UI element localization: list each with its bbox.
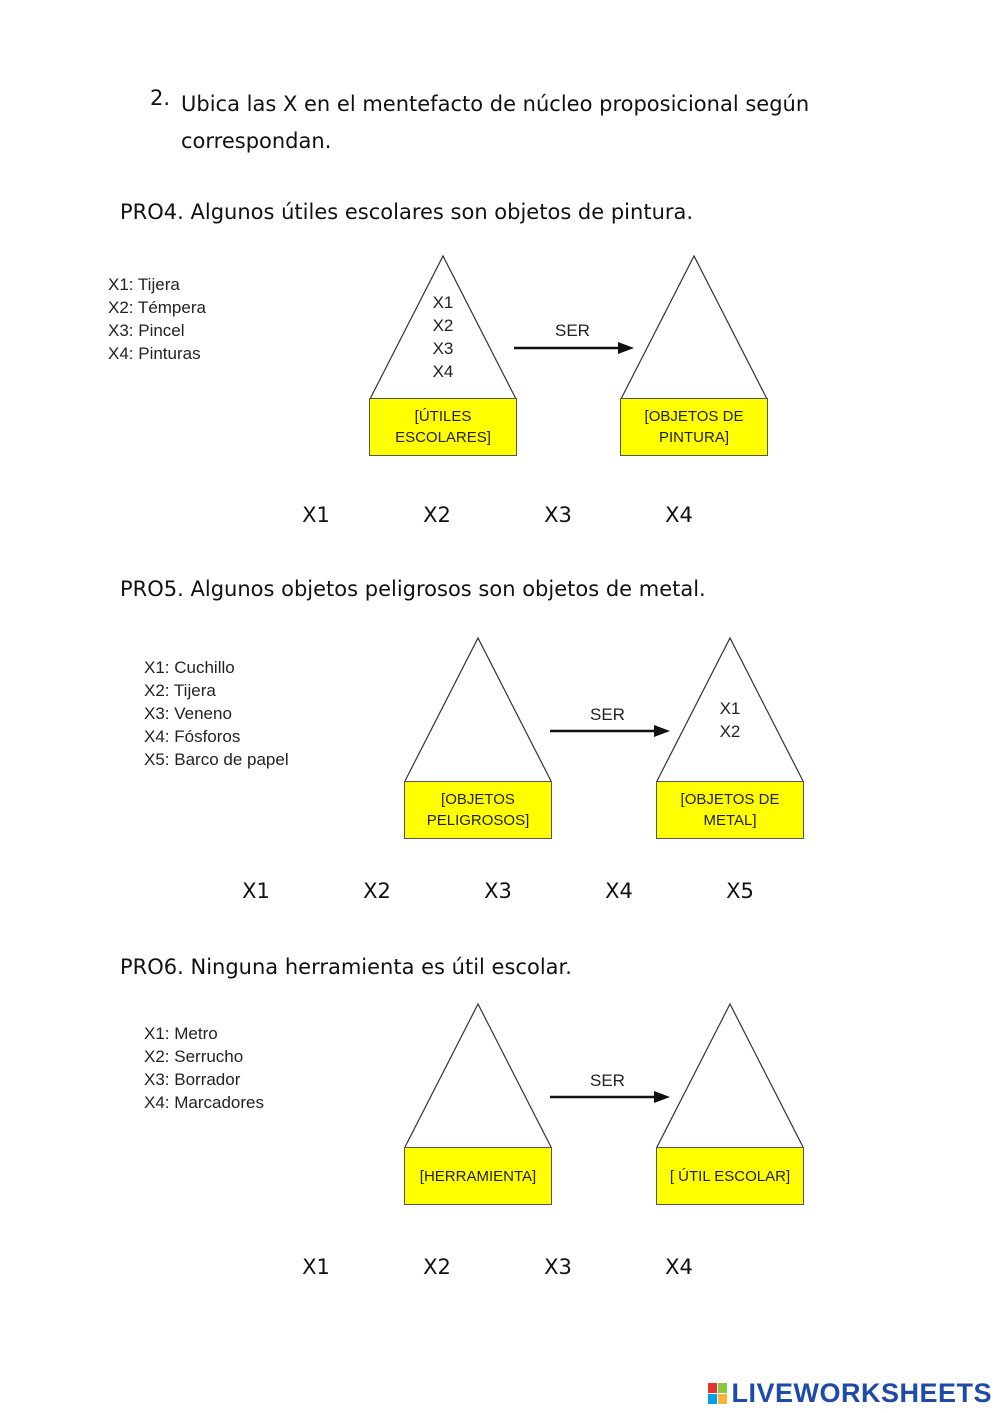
instruction-number: 2.	[150, 86, 171, 110]
placed-item[interactable]: X2	[719, 722, 741, 741]
exercise-3-statement: PRO6. Ninguna herramienta es útil escolar.	[120, 955, 572, 979]
right-concept-box: [ ÚTIL ESCOLAR]	[656, 1147, 804, 1205]
right-concept-box: [OBJETOS DE METAL]	[656, 781, 804, 839]
instruction-text: Ubica las X en el mentefacto de núcleo proposicional según correspondan.	[181, 92, 810, 153]
left-concept-box: [OBJETOS PELIGROSOS]	[404, 781, 552, 839]
placed-item[interactable]: X1	[432, 293, 454, 312]
option-x3[interactable]: X3	[544, 503, 572, 527]
left-triangle[interactable]	[404, 637, 552, 782]
arrow-label: SER	[590, 705, 625, 724]
right-triangle[interactable]	[620, 255, 768, 400]
legend-item: X5: Barco de papel	[144, 750, 289, 769]
legend-item: X3: Borrador	[144, 1070, 241, 1089]
option-x2[interactable]: X2	[423, 503, 451, 527]
option-x2[interactable]: X2	[423, 1255, 451, 1279]
left-concept-box: [HERRAMIENTA]	[404, 1147, 552, 1205]
placed-item[interactable]: X4	[432, 362, 454, 381]
option-x4[interactable]: X4	[665, 503, 693, 527]
brand-text: LIVEWORKSHEETS	[731, 1378, 992, 1408]
arrow-icon	[550, 723, 672, 739]
logo-square	[708, 1394, 717, 1404]
option-x4[interactable]: X4	[665, 1255, 693, 1279]
logo-square	[718, 1394, 727, 1404]
legend-item: X1: Metro	[144, 1024, 218, 1043]
exercise-1-legend	[108, 273, 206, 365]
arrow-icon	[550, 1089, 672, 1105]
option-x1[interactable]: X1	[302, 503, 330, 527]
option-x1[interactable]: X1	[302, 1255, 330, 1279]
placed-item[interactable]: X2	[432, 316, 454, 335]
legend-item: X2: Témpera	[108, 298, 206, 317]
placed-item[interactable]: X1	[719, 699, 741, 718]
option-x3[interactable]: X3	[544, 1255, 572, 1279]
logo-square	[718, 1383, 727, 1393]
left-concept-box: [ÚTILES ESCOLARES]	[369, 398, 517, 456]
arrow-icon	[514, 340, 636, 356]
exercise-2-statement: PRO5. Algunos objetos peligrosos son objetos de metal.	[120, 577, 706, 601]
option-x3[interactable]: X3	[484, 879, 512, 903]
legend-item: X4: Fósforos	[144, 727, 241, 746]
logo-square	[708, 1383, 717, 1393]
left-triangle-items	[420, 291, 466, 383]
option-x4[interactable]: X4	[605, 879, 633, 903]
legend-item: X1: Cuchillo	[144, 658, 235, 677]
right-triangle[interactable]	[656, 1003, 804, 1148]
option-x1[interactable]: X1	[242, 879, 270, 903]
legend-item: X1: Tijera	[108, 275, 180, 294]
exercise-1-statement: PRO4. Algunos útiles escolares son objetos de pintura.	[120, 200, 694, 224]
exercise-3-legend	[144, 1022, 264, 1114]
right-concept-box: [OBJETOS DE PINTURA]	[620, 398, 768, 456]
legend-item: X2: Serrucho	[144, 1047, 244, 1066]
legend-item: X4: Pinturas	[108, 344, 201, 363]
arrow-label: SER	[590, 1071, 625, 1090]
liveworksheets-brand[interactable]	[708, 1378, 992, 1409]
placed-item[interactable]: X3	[432, 339, 454, 358]
liveworksheets-logo-icon	[708, 1383, 727, 1404]
legend-item: X3: Veneno	[144, 704, 232, 723]
legend-item: X3: Pincel	[108, 321, 185, 340]
right-triangle-items	[707, 697, 753, 743]
option-x2[interactable]: X2	[363, 879, 391, 903]
exercise-2-legend	[144, 656, 289, 771]
legend-item: X2: Tijera	[144, 681, 216, 700]
option-x5[interactable]: X5	[726, 879, 754, 903]
arrow-label: SER	[555, 321, 590, 340]
left-triangle[interactable]	[404, 1003, 552, 1148]
legend-item: X4: Marcadores	[144, 1093, 264, 1112]
